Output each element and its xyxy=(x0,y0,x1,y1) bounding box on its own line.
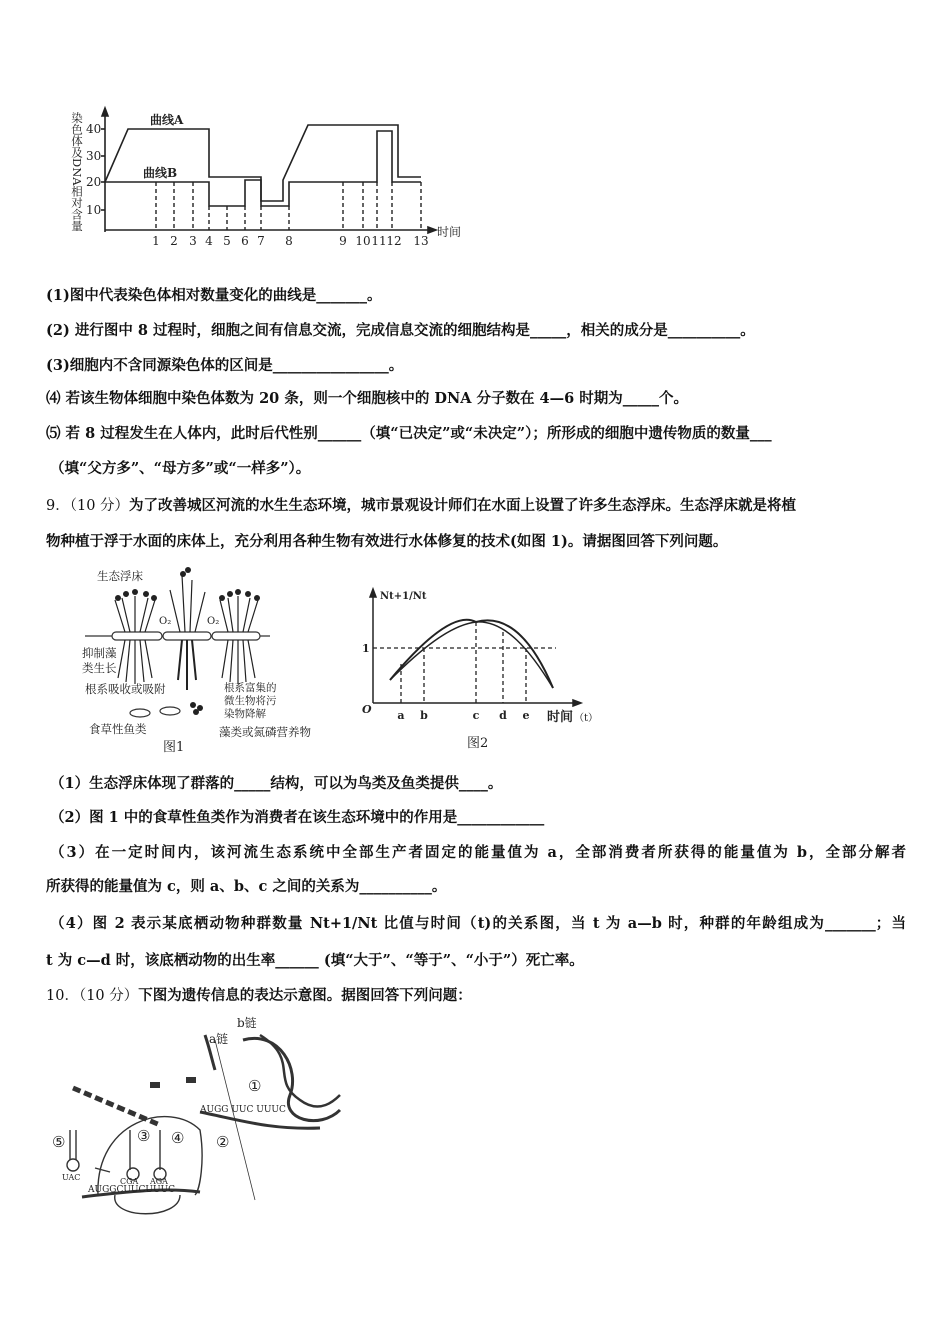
fig2-x-tick: e xyxy=(522,709,530,722)
fig1-label-root: 根系吸收或吸附 xyxy=(85,682,166,696)
q8-part3: (3)细胞内不含同源染色体的区间是________________。 xyxy=(46,357,404,374)
fig2-x-tick: a xyxy=(397,709,405,722)
marker-3: ③ xyxy=(137,1127,151,1145)
fig2-x-label: 时间 xyxy=(547,710,574,725)
y-tick: 30 xyxy=(86,149,102,163)
fig1-label-fish: 食草性鱼类 xyxy=(89,722,147,736)
x-tick: 11 xyxy=(371,234,387,248)
fig2-caption: 图2 xyxy=(467,736,489,751)
q9-part4-cont: t 为 c—d 时，该底栖动物的出生率______ (填“大于”、“等于”、“小于”）死亡率。 xyxy=(46,952,584,969)
y-tick: 10 xyxy=(86,203,102,217)
q9-part4: （4）图 2 表示某底栖动物种群数量 Nt+1/Nt 比值与时间（t)的关系图，当 t 为 a—b 时，种群的年龄组成为_______；当 xyxy=(50,915,906,932)
fig1-label-algae-2: 类生长 xyxy=(82,661,117,675)
fig1-label-micro-3: 染物降解 xyxy=(224,708,266,720)
marker-5: ⑤ xyxy=(52,1133,66,1151)
y-tick: 20 xyxy=(86,175,102,189)
fig1-caption: 图1 xyxy=(163,740,185,755)
q8-part2: (2) 进行图中 8 过程时，细胞之间有信息交流，完成信息交流的细胞结构是_____，相关的成分是__________。 xyxy=(46,322,755,339)
q9-part3: （3）在一定时间内，该河流生态系统中全部生产者固定的能量值为 a，全部消费者所获得的能量值为 b，全部分解者 xyxy=(50,844,906,861)
curve-a-label: 曲线A xyxy=(150,113,184,127)
x-tick: 4 xyxy=(205,234,213,248)
fig2-x-tick: d xyxy=(499,709,507,722)
x-axis-label: 时间 xyxy=(437,225,462,239)
x-tick: 6 xyxy=(241,234,249,248)
q9-part3-cont: 所获得的能量值为 c，则 a、b、c 之间的关系为__________。 xyxy=(46,878,447,895)
x-tick: 1 xyxy=(152,234,160,248)
marker-2: ② xyxy=(216,1133,230,1151)
q9-number: 9．（10 分） xyxy=(46,498,130,514)
q9-part2: （2）图 1 中的食草性鱼类作为消费者在该生态环境中的作用是____________ xyxy=(50,809,545,826)
fig1-label-nutrient: 藻类或氮磷营养物 xyxy=(219,725,311,739)
q8-part5-cont: （填“父方多”、“母方多”或“一样多”）。 xyxy=(50,460,311,477)
q9-part1: （1）生态浮床体现了群落的_____结构，可以为鸟类及鱼类提供____。 xyxy=(50,775,503,792)
x-tick: 10 xyxy=(355,234,371,248)
fig2-origin: O xyxy=(362,703,372,716)
fig2-x-tick: b xyxy=(420,709,428,722)
q8-part5: ⑸ 若 8 过程发生在人体内，此时后代性别______（填“已决定”或“未决定”）；所形成的细胞中遗传物质的数量___ xyxy=(46,425,772,442)
marker-1: ① xyxy=(248,1077,262,1095)
q9-intro-cont: 物种植于浮于水面的床体上，充分利用各种生物有效进行水体修复的技术(如图 1)。请据图回答下列问题。 xyxy=(46,533,728,550)
fig1-label-algae: 抑制藻 xyxy=(82,646,117,660)
x-tick: 12 xyxy=(386,234,402,248)
x-tick: 8 xyxy=(285,234,293,248)
q9-intro-text: 为了改善城区河流的水生生态环境，城市景观设计师们在水面上设置了许多生态浮床。生态浮床就是将植 xyxy=(129,497,797,514)
curve-b-label: 曲线B xyxy=(143,166,178,180)
a-chain-label: a链 xyxy=(209,1032,229,1046)
q8-part4: ⑷ 若该生物体细胞中染色体数为 20 条，则一个细胞核中的 DNA 分子数在 4—6 时期为_____个。 xyxy=(46,390,689,407)
fig2-y-tick: 1 xyxy=(362,642,370,655)
mrna-bottom-bases: AUGGCUUCUUUC xyxy=(88,1185,176,1195)
x-tick: 7 xyxy=(257,234,265,248)
marker-4: ④ xyxy=(171,1129,185,1147)
anticodon-1: CGA xyxy=(120,1177,139,1186)
x-tick: 3 xyxy=(189,234,197,248)
anticodon-2: AGA xyxy=(150,1177,168,1186)
anticodon-5: UAC xyxy=(62,1173,81,1182)
y-axis-label: 染色体及DNA相对含量 xyxy=(70,112,84,232)
q10-intro-text: 下图为遗传信息的表达示意图。据图回答下列问题： xyxy=(138,987,472,1004)
x-tick: 13 xyxy=(413,234,429,248)
x-tick: 2 xyxy=(170,234,178,248)
q10-number: 10．（10 分） xyxy=(46,988,139,1004)
x-tick: 9 xyxy=(339,234,347,248)
mrna-top-bases: AUGG UUC UUUC xyxy=(200,1105,286,1115)
fig2-x-unit: （t） xyxy=(574,713,599,724)
fig1-label-micro: 根系富集的 xyxy=(224,682,277,694)
fig2-x-tick: c xyxy=(472,709,480,722)
fig1-o2-right: O₂ xyxy=(207,616,220,627)
b-chain-label: b链 xyxy=(237,1016,257,1030)
q8-part1: (1)图中代表染色体相对数量变化的曲线是_______。 xyxy=(46,287,382,304)
fig1-label-micro-2: 微生物将污 xyxy=(224,695,277,707)
fig1-o2-left: O₂ xyxy=(159,616,172,627)
fig1-title: 生态浮床 xyxy=(97,569,143,583)
fig2-y-label: Nt+1/Nt xyxy=(380,591,427,602)
y-tick: 40 xyxy=(86,122,102,136)
x-tick: 5 xyxy=(223,234,231,248)
